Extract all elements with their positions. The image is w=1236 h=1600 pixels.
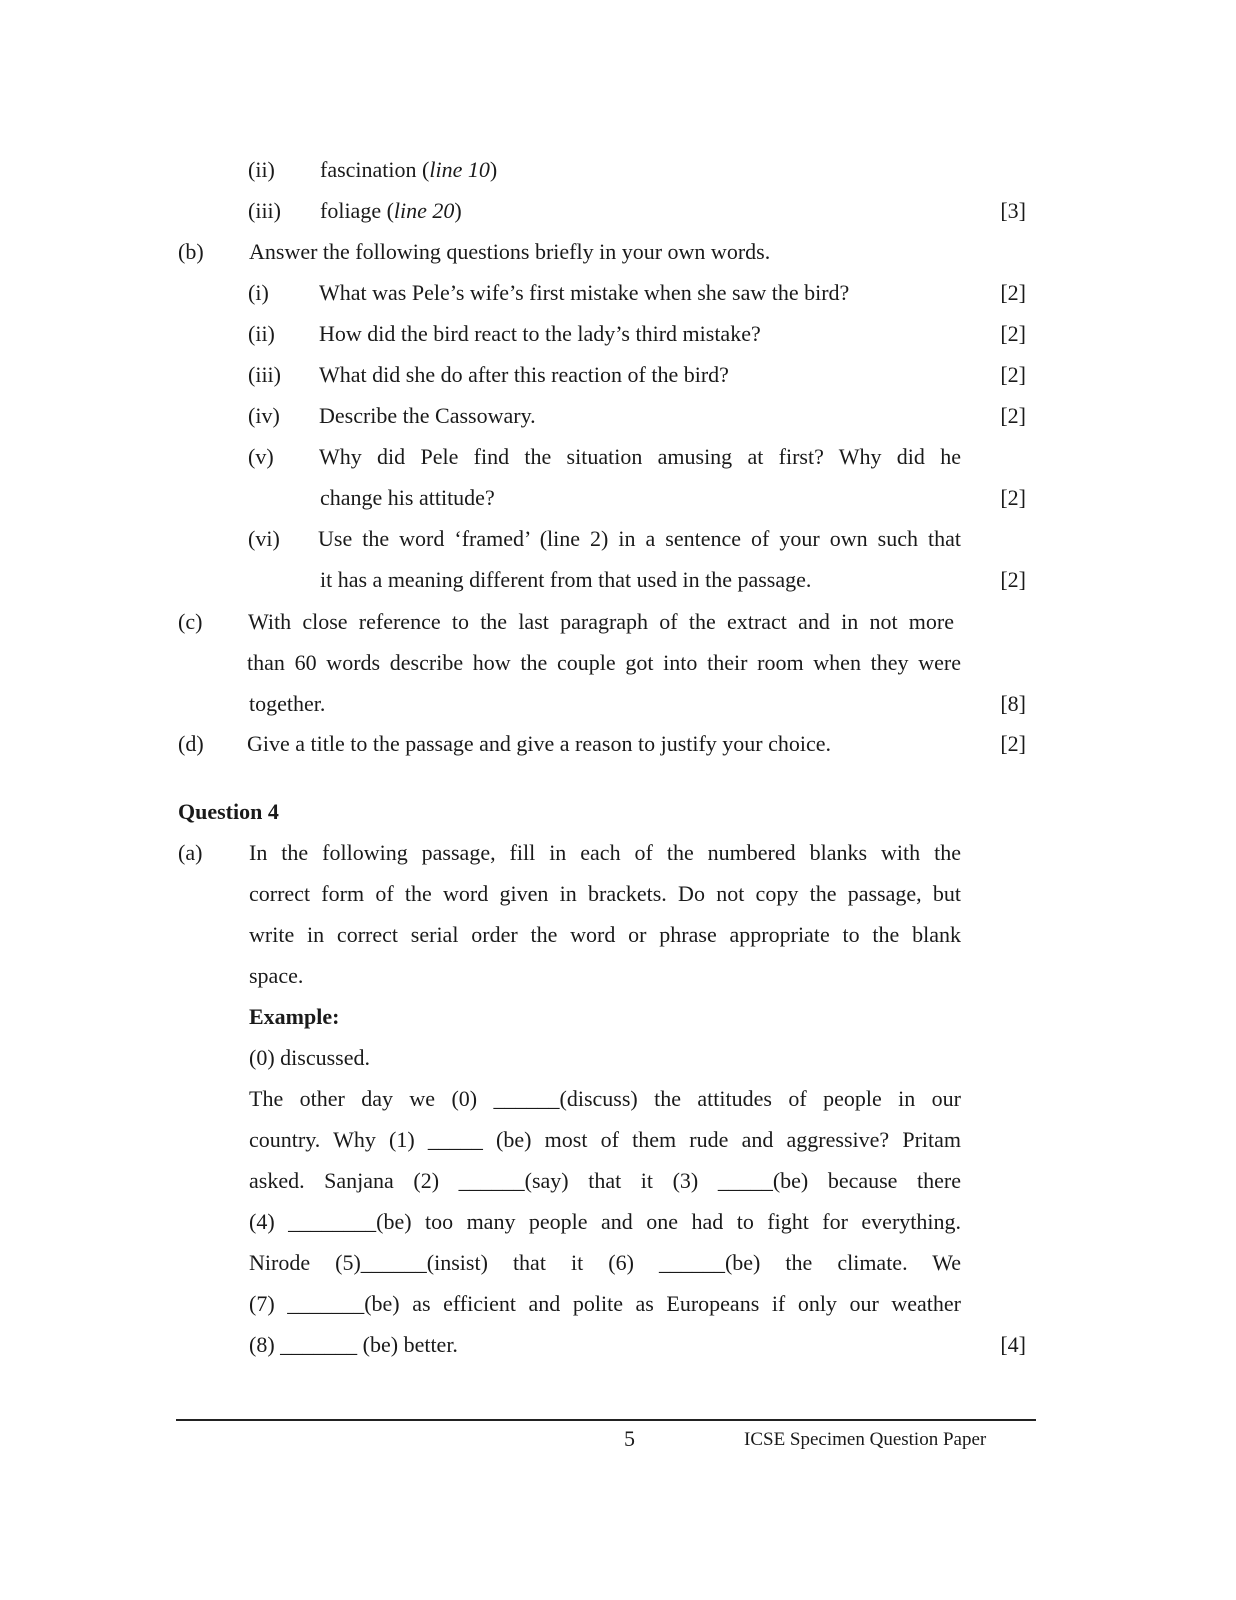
part-text: With close reference to the last paragraph of the extract and in not more: [248, 609, 954, 634]
question-heading: Question 4: [178, 799, 279, 824]
marks: [2]: [1000, 280, 1026, 305]
footer-title: ICSE Specimen Question Paper: [744, 1429, 987, 1450]
part-label: (d): [178, 731, 204, 756]
passage-line: Nirode (5)______(insist) that it (6) ______(be) the climate. We: [249, 1250, 961, 1275]
passage-line: (8) _______ (be) better.: [249, 1332, 458, 1357]
part-text: than 60 words describe how the couple got into their room when they were: [247, 650, 961, 675]
part-text: together.: [249, 691, 326, 716]
question-text: How did the bird react to the lady’s third mistake?: [319, 321, 761, 346]
question-text-continued: change his attitude?: [320, 485, 495, 510]
passage-line: country. Why (1) _____ (be) most of them rude and aggressive? Pritam: [249, 1127, 961, 1152]
instruction-text: space.: [249, 963, 304, 988]
question-number: (iv): [248, 403, 280, 428]
marks: [2]: [1000, 485, 1026, 510]
part-instruction: Answer the following questions briefly in your own words.: [249, 239, 771, 264]
question-number: (v): [248, 444, 274, 469]
question-number: (vi): [248, 526, 280, 551]
marks: [2]: [1000, 362, 1026, 387]
part-label: (b): [178, 239, 204, 264]
item-number: (iii): [248, 198, 281, 223]
page-number: 5: [624, 1426, 635, 1451]
example-label: Example:: [249, 1004, 340, 1029]
passage-line: (7) _______(be) as efficient and polite as Europeans if only our weather: [249, 1291, 961, 1316]
instruction-text: correct form of the word given in brackets. Do not copy the passage, but: [249, 881, 961, 906]
part-label: (c): [178, 609, 203, 634]
line-reference: line 20: [393, 198, 455, 223]
question-text: What did she do after this reaction of the bird?: [319, 362, 729, 387]
line-reference: line 10: [429, 157, 490, 182]
question-text: Use the word ‘framed’ (line 2) in a sentence of your own such that: [318, 526, 961, 551]
part-text: Give a title to the passage and give a reason to justify your choice.: [247, 731, 832, 756]
marks: [4]: [1000, 1332, 1026, 1357]
marks: [8]: [1000, 691, 1026, 716]
part-label: (a): [178, 840, 203, 865]
question-text: Why did Pele find the situation amusing at first? Why did he: [319, 444, 961, 469]
footer-divider: [176, 1419, 1036, 1421]
question-number: (ii): [248, 321, 275, 346]
vocab-item: foliage (line 20): [320, 198, 462, 223]
marks: [2]: [1000, 731, 1026, 756]
item-number: (ii): [248, 157, 275, 182]
question-number: (i): [248, 280, 269, 305]
example-answer: (0) discussed.: [249, 1045, 370, 1070]
question-text-continued: it has a meaning different from that used in the passage.: [320, 567, 812, 592]
vocab-word: foliage: [320, 198, 382, 223]
marks: [2]: [1000, 567, 1026, 592]
instruction-text: In the following passage, fill in each of the numbered blanks with the: [249, 840, 961, 865]
question-text: Describe the Cassowary.: [319, 403, 536, 428]
question-text: What was Pele’s wife’s first mistake when she saw the bird?: [319, 280, 850, 305]
vocab-item: fascination (line 10): [320, 157, 498, 182]
question-number: (iii): [248, 362, 281, 387]
marks: [2]: [1000, 321, 1026, 346]
marks: [3]: [1000, 198, 1026, 223]
marks: [2]: [1000, 403, 1026, 428]
instruction-text: write in correct serial order the word or phrase appropriate to the blank: [249, 922, 961, 947]
passage-line: The other day we (0) ______(discuss) the attitudes of people in our: [249, 1086, 961, 1111]
passage-line: asked. Sanjana (2) ______(say) that it (3) _____(be) because there: [249, 1168, 961, 1193]
vocab-word: fascination: [320, 157, 417, 182]
passage-line: (4) ________(be) too many people and one had to fight for everything.: [249, 1209, 961, 1234]
